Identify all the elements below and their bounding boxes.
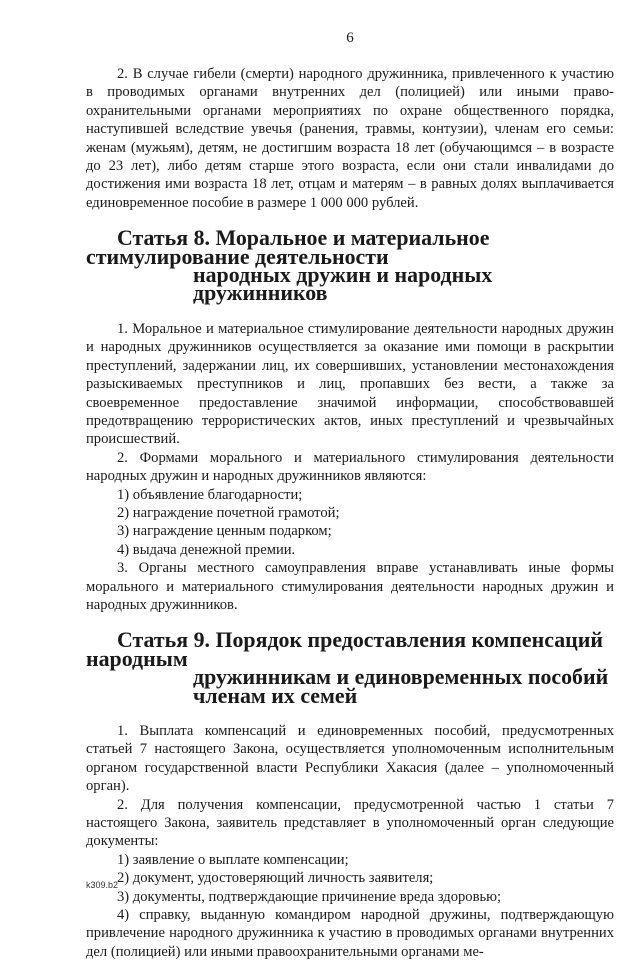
article-9-heading-line-2: дружинникам и единовременных пособий членам их семей <box>193 664 609 708</box>
list-item: 2) награждение почетной грамотой; <box>117 504 340 521</box>
article-8-paragraph-1: 1. Моральное и материальное стимулирование деятельности народных дружин и народных дружинников осуществляется за оказание ими помощи в раскрытии преступлений, задержании лиц, их совершивших, установлении местонахождения разыскиваемых преступников и лиц, пропавших без вести, а также за своевременное предоставление значимой информации, способствовавшей предотвращению террористических актов, иных преступлений и чрезвычайных происшествий. <box>86 320 614 448</box>
document-page <box>86 0 614 960</box>
article-9-paragraph-1: 1. Выплата компенсаций и единовременных пособий, предусмотренных статьей 7 настоящего Закона, осуществляется уполномоченным исполнительным органом государственной власти Республики Хакасия (далее – уполномоченный орган). <box>86 723 614 795</box>
article-7-paragraph-2: 2. В случае гибели (смерти) народного дружинника, привлеченного к участию в проводимых органами внутренних дел (полицией) или иными правоохранительными органами мероприятиях по охране общественного порядка, наступившей вследствие увечья (ранения, травмы, контузии), членам его семьи: женам (мужьям), детям, не достигшим возраста 18 лет (обучающимся – в возрасте до 23 лет), либо детям старше этого возраста, если они стали инвалидами до достижения ими возраста 18 лет, отцам и матерям – в равных долях выплачивается единовременное пособие в размере 1 000 000 рублей. <box>86 66 614 211</box>
list-item: 2) документ, удостоверяющий личность заявителя; <box>117 870 434 887</box>
article-9-heading <box>86 627 614 708</box>
list-item: 1) объявление благодарности; <box>117 486 303 503</box>
list-item: 4) выдача денежной премии. <box>117 541 296 558</box>
article-8-heading-line-2: народных дружин и народных дружинников <box>193 262 493 306</box>
list-item: 3) документы, подтверждающие причинение вреда здоровью; <box>117 888 502 905</box>
list-item: 3) награждение ценным подарком; <box>117 523 332 540</box>
article-9-paragraph-2: 2. Для получения компенсации, предусмотренной частью 1 статьи 7 настоящего Закона, заявитель представляет в уполномоченный орган следующие документы: <box>86 796 614 850</box>
list-item: 1) заявление о выплате компенсации; <box>117 851 349 868</box>
article-8-heading <box>86 225 614 306</box>
article-9-heading-line-1: Статья 9. Порядок предоставления компенсаций народным <box>86 627 604 671</box>
article-8-paragraph-2: 2. Формами морального и материального стимулирования деятельности народных дружин и народных дружинников являются: <box>86 449 614 485</box>
article-8-heading-line-1: Статья 8. Моральное и материальное стимулирование деятельности <box>86 225 490 269</box>
article-8-paragraph-3: 3. Органы местного самоуправления вправе устанавливать иные формы морального и материального стимулирования деятельности народных дружин и народных дружинников. <box>86 560 614 613</box>
page-number: 6 <box>346 30 354 46</box>
document-code: k309.b2 <box>86 880 119 890</box>
document-body <box>86 65 614 961</box>
article-9-item-4: 4) справку, выданную командиром народной дружины, подтверждающую привлечение народного дружинника к участию в проводимых органами внутренних дел (полицией) или иными правоохранительными органами ме- <box>86 907 614 960</box>
